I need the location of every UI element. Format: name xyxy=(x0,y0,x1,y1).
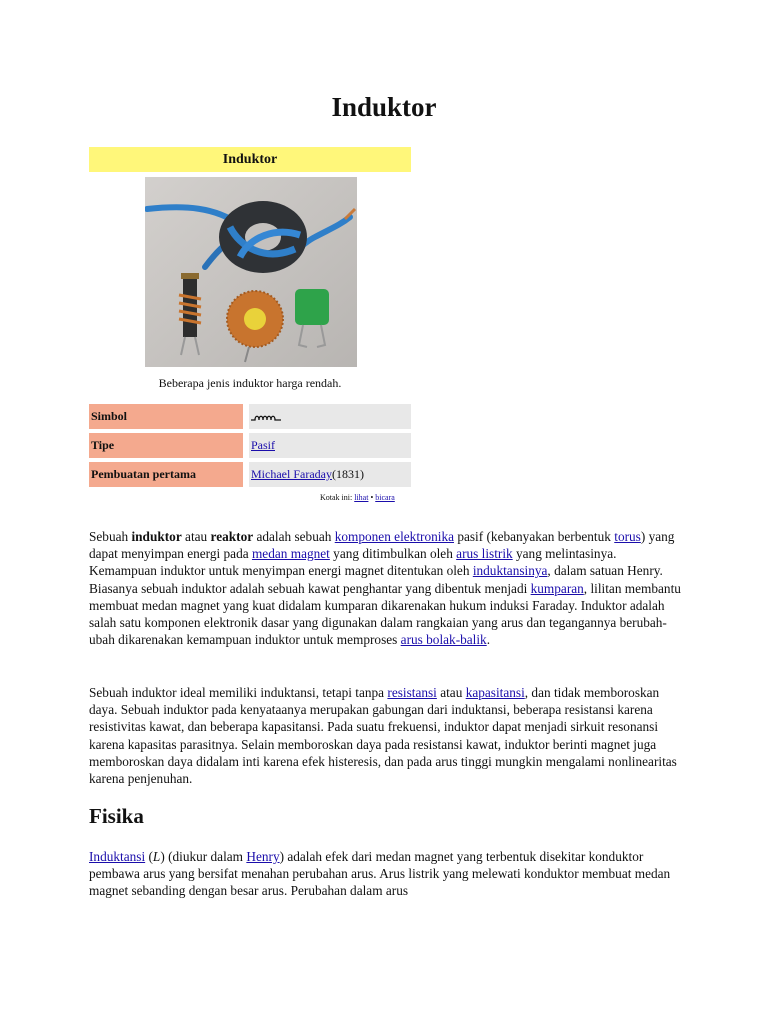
infobox-row-type xyxy=(89,433,411,458)
link-torus[interactable]: torus xyxy=(614,529,641,544)
link-induktansinya[interactable]: induktansinya xyxy=(472,563,548,579)
link-komponen-elektronika[interactable]: komponen elektronika xyxy=(334,529,454,544)
link-henry[interactable]: Henry xyxy=(246,849,280,864)
text: yang ditimbulkan oleh xyxy=(329,546,457,562)
link-kapasitansi[interactable]: kapasitansi xyxy=(465,685,525,700)
infobox-header: Induktor xyxy=(89,147,411,172)
link-medan-magnet[interactable]: medan magnet xyxy=(251,546,330,562)
bold-term-reaktor: reaktor xyxy=(210,529,254,544)
navbox-prefix: Kotak ini: xyxy=(320,493,355,502)
infobox-row-first-made xyxy=(89,462,411,487)
infobox-label-first-made: Pembuatan pertama xyxy=(89,462,243,487)
text: ) yang dapat menyimpan energi pada xyxy=(89,529,675,562)
text: , lilitan membantu membuat medan magnet yang kuat didalam kumparan dikarenakan hukum induksi Faraday. Induktor adalah salah satu komponen elektronik dasar yang digunakan dalam rangkaian yang arus dan tegangannya berubah-ubah dikarenakan kemampuan induktor untuk memproses xyxy=(89,580,681,648)
infobox-value-first-made xyxy=(249,462,411,487)
navbox-separator: • xyxy=(368,493,376,502)
link-kumparan[interactable]: kumparan xyxy=(530,580,584,596)
navbox-links xyxy=(320,493,395,502)
inductor-symbol-icon xyxy=(251,411,281,423)
inductor-photo-illustration xyxy=(145,177,357,367)
section-heading-fisika: Fisika xyxy=(89,804,144,828)
text: adalah sebuah xyxy=(253,529,335,544)
text: Sebuah xyxy=(89,529,132,544)
infobox-caption: Beberapa jenis induktor harga rendah. xyxy=(158,376,342,390)
paragraph-physics xyxy=(89,848,684,900)
paragraph-ideal-inductor xyxy=(89,684,684,787)
text: . xyxy=(486,632,491,648)
infobox-row-symbol xyxy=(89,404,411,429)
link-resistansi[interactable]: resistansi xyxy=(387,685,437,700)
page-title: Induktor xyxy=(331,92,437,122)
text: ) adalah efek dari medan magnet yang terbentuk disekitar konduktor pembawa arus yang bersifat menahan perubahan arus. Arus listrik yang melewati konduktor membuat medan magnet sebanding dengan besar arus. Perubahan dalam arus xyxy=(89,849,671,899)
link-arus-listrik[interactable]: arus listrik xyxy=(456,546,513,562)
year-text: (1831) xyxy=(331,467,364,481)
link-arus-bolak-balik[interactable]: arus bolak-balik xyxy=(400,632,487,648)
text: Sebuah induktor ideal memiliki induktansi, tetapi tanpa xyxy=(89,685,388,700)
link-pasif[interactable]: Pasif xyxy=(251,438,275,452)
text: yang melintasinya. Kemampuan induktor untuk menyimpan energi magnet ditentukan oleh xyxy=(89,546,617,579)
text: atau xyxy=(181,529,211,544)
italic-symbol-L: L xyxy=(152,849,161,864)
infobox-label-type: Tipe xyxy=(89,433,243,458)
text: , dan tidak memboroskan daya. Sebuah induktor pada kenyataanya merupakan gabungan dari induktansi, beberapa resistansi karena resistivitas kawat, dan beberapa kapasitansi. Pada suatu frekuensi, induktor dapat menjadi sirkuit resonansi karena kapasitas parasitnya. Selain memboroskan daya pada resistansi kawat, induktor berinti magnet juga memboroskan daya didalam inti karena efek histeresis, dan pada arus tinggi mungkin mengalami nonlinearitas karena penjenuhan. xyxy=(89,685,677,787)
infobox-value-type xyxy=(249,433,411,458)
link-talk[interactable]: bicara xyxy=(375,493,395,502)
link-induktansi[interactable]: Induktansi xyxy=(89,849,146,864)
infobox xyxy=(89,147,411,487)
text: ) (diukur dalam xyxy=(160,849,247,864)
infobox-label-symbol: Simbol xyxy=(89,404,243,429)
link-view[interactable]: lihat xyxy=(354,493,369,502)
paragraph-intro xyxy=(89,528,684,648)
bold-term-induktor: induktor xyxy=(131,529,182,544)
infobox-value-symbol xyxy=(249,404,411,429)
text: pasif (kebanyakan berbentuk xyxy=(454,529,615,544)
text: ( xyxy=(145,849,153,864)
link-michael-faraday[interactable]: Michael Faraday xyxy=(251,467,332,481)
text: , dalam satuan Henry. Biasanya sebuah induktor adalah sebuah kawat penghantar yang dibentuk menjadi xyxy=(89,563,663,596)
text: atau xyxy=(436,685,466,700)
inductor-photo[interactable] xyxy=(145,177,357,367)
